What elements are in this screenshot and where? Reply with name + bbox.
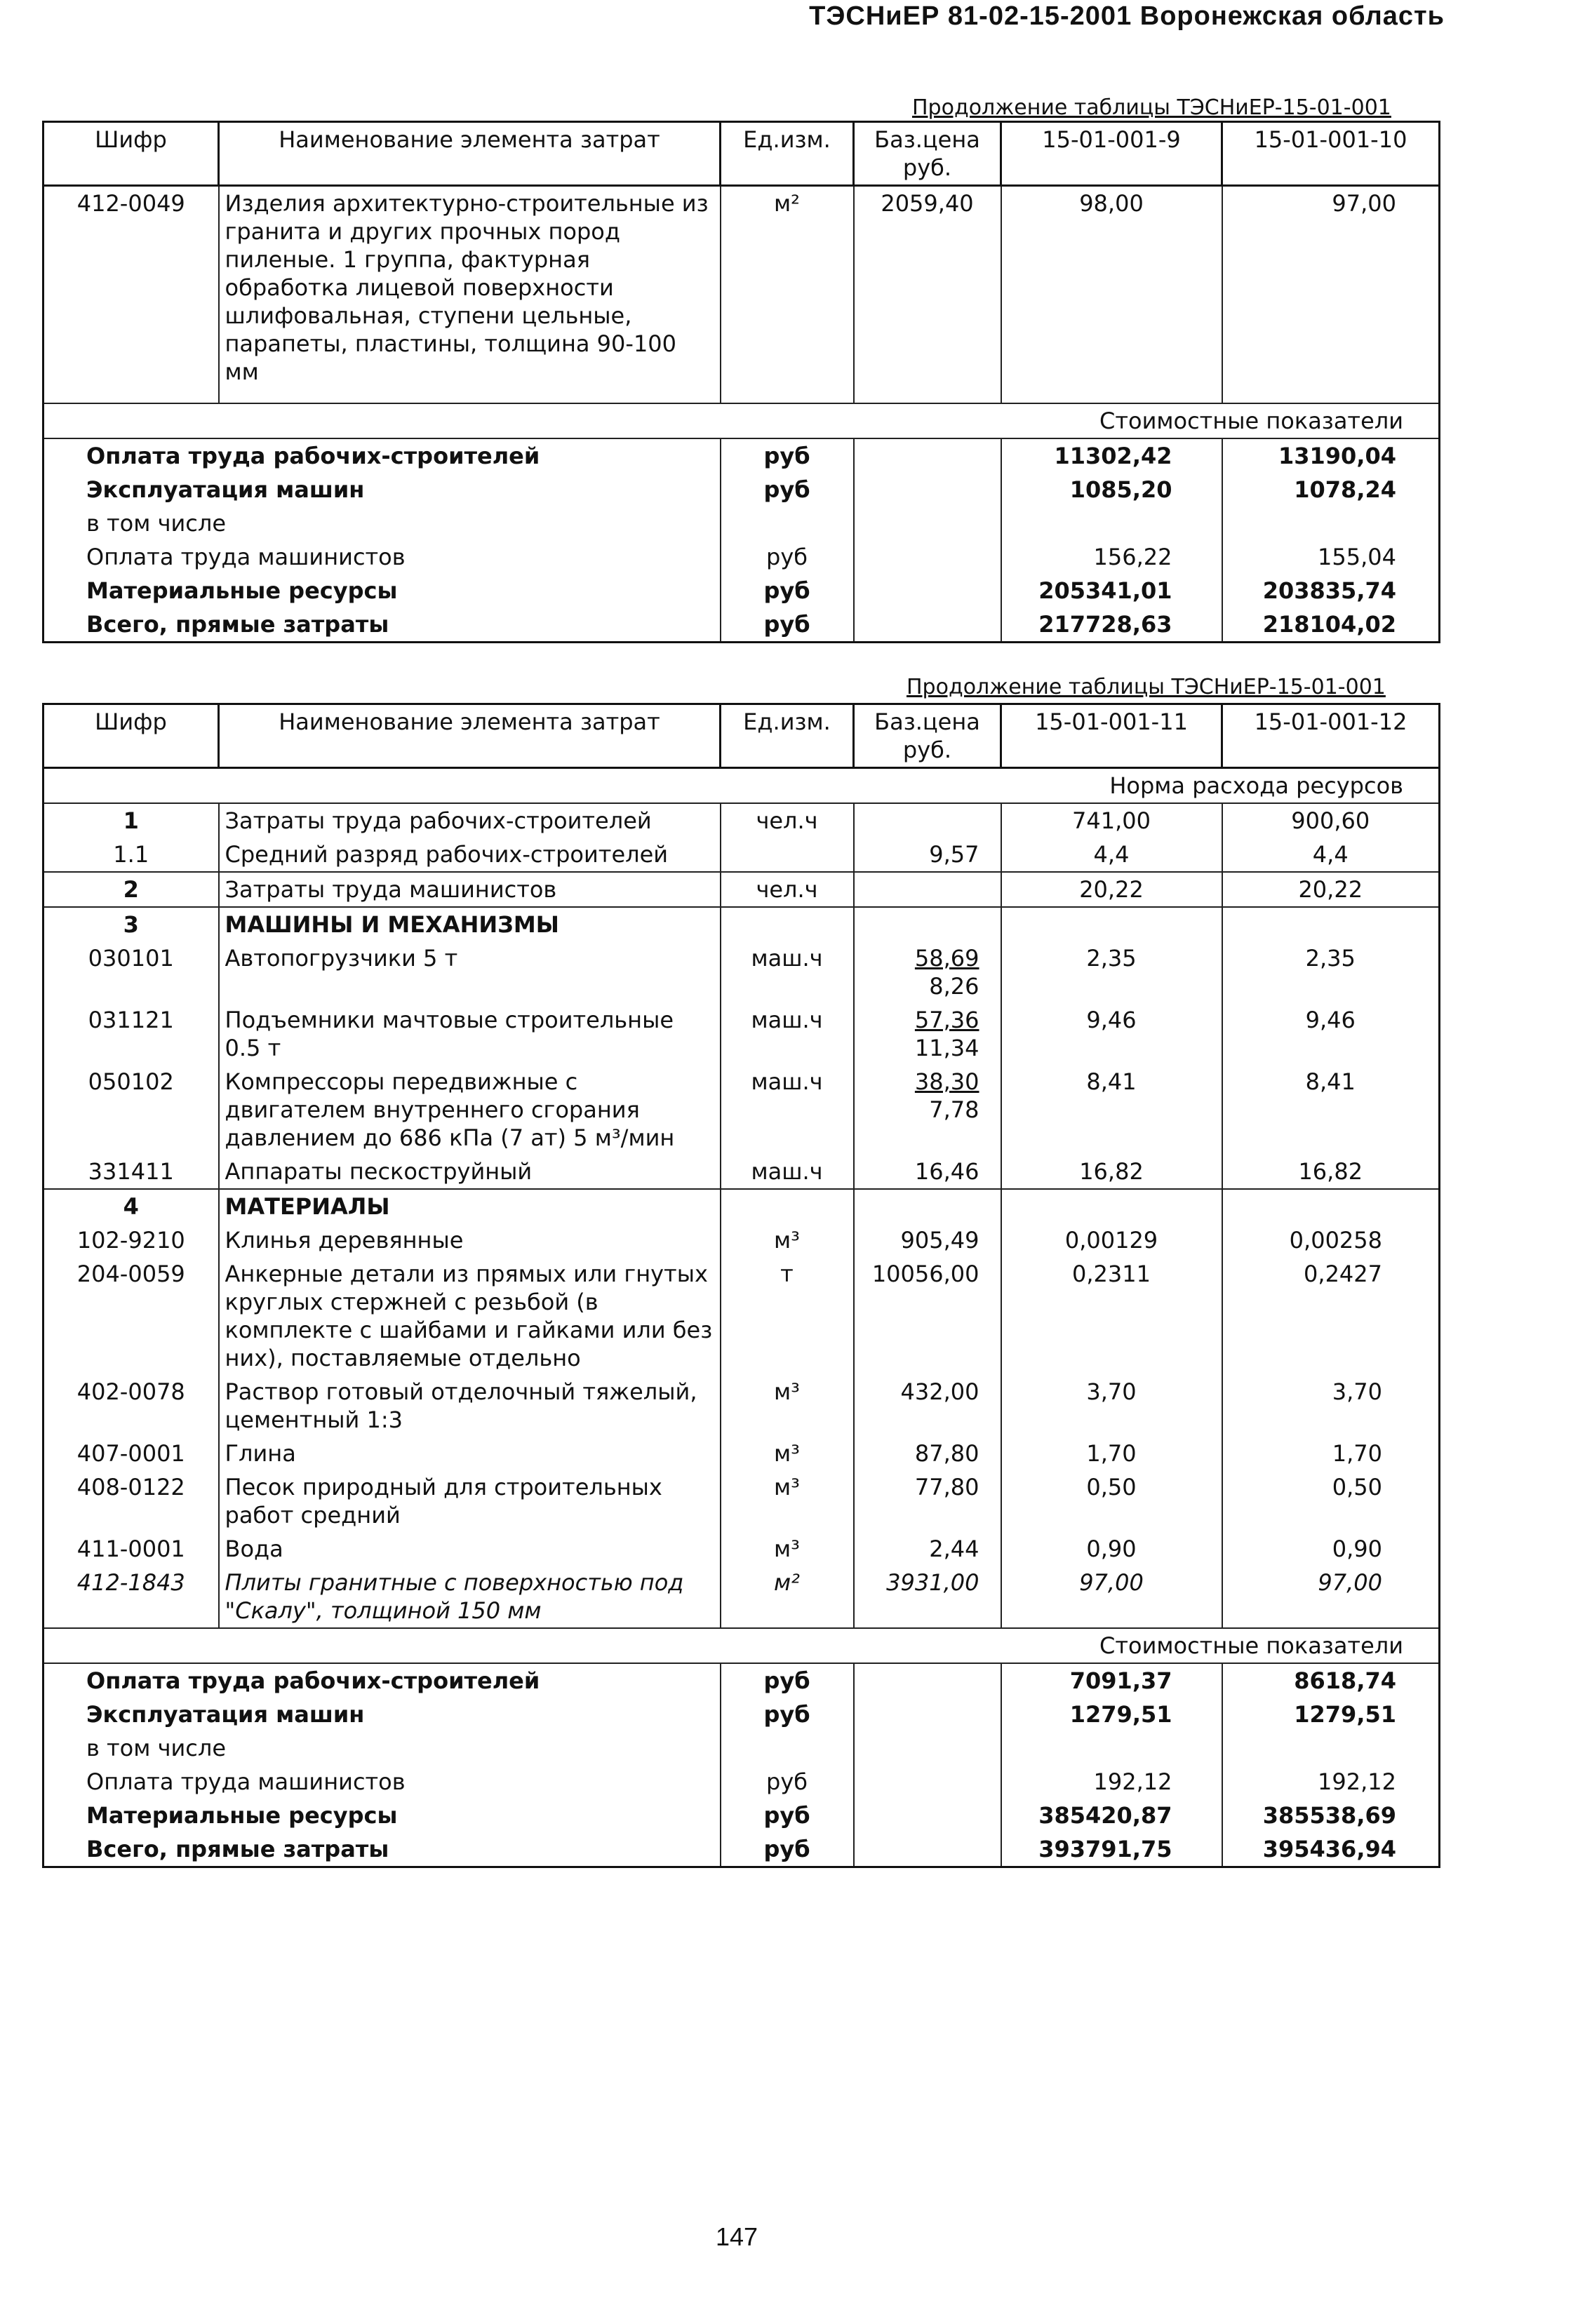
machine-row <box>44 1065 1440 1155</box>
header-col2: 15-01-001-10 <box>1222 122 1440 186</box>
machines-header-empty <box>1001 907 1222 941</box>
labor-row <box>44 803 1440 838</box>
material-unit: м³ <box>721 1532 854 1566</box>
cost-name: Материальные ресурсы <box>44 574 721 607</box>
machine-price <box>854 941 1001 1003</box>
machines-header <box>44 907 1440 941</box>
materials-header-empty <box>1222 1189 1440 1223</box>
norm-section-label: Норма расхода ресурсов <box>44 768 1440 804</box>
machine-row <box>44 941 1440 1003</box>
material-name: Изделия архитектурно-строительные из гранита и других прочных пород пиленые. 1 группа, фактурная обработка лицевой поверхности шлифовальная, ступени цельные, парапеты, пластины, толщина 90-100 мм <box>219 186 721 404</box>
header-code: Шифр <box>44 704 219 768</box>
machine-value-1: 2,35 <box>1001 941 1222 1003</box>
cost-value-1: 385420,87 <box>1001 1799 1222 1832</box>
materials-header-empty <box>721 1189 854 1223</box>
machine-name: Подъемники мачтовые строительные 0.5 т <box>219 1003 721 1065</box>
cost-value-1 <box>1001 1731 1222 1765</box>
document-header-title: ТЭСНиЕР 81-02-15-2001 Воронежская область <box>809 1 1445 31</box>
material-name: Песок природный для строительных работ средний <box>219 1470 721 1532</box>
cost-row <box>44 1832 1440 1867</box>
cost-value-2: 8618,74 <box>1222 1663 1440 1698</box>
material-value-2: 0,50 <box>1222 1470 1440 1532</box>
labor-code: 1.1 <box>44 838 219 872</box>
cost-value-1: 7091,37 <box>1001 1663 1222 1698</box>
machine-price-base: 58,69 <box>914 945 979 972</box>
material-code: 412-0049 <box>44 186 219 404</box>
materials-header-code: 4 <box>44 1189 219 1223</box>
material-name: Вода <box>219 1532 721 1566</box>
table1 <box>42 121 1440 643</box>
cost-value-1: 217728,63 <box>1001 607 1222 643</box>
material-value-2: 97,00 <box>1222 186 1440 404</box>
cost-price <box>854 1832 1001 1867</box>
machine-unit: маш.ч <box>721 1065 854 1155</box>
material-price: 77,80 <box>854 1470 1001 1532</box>
machines-header-empty <box>721 907 854 941</box>
material-name: Раствор готовый отделочный тяжелый, цементный 1:3 <box>219 1375 721 1437</box>
material-name: Глина <box>219 1437 721 1470</box>
material-value-1: 0,00129 <box>1001 1223 1222 1257</box>
cost-price <box>854 1663 1001 1698</box>
machine-price <box>854 1155 1001 1189</box>
machine-price <box>854 1003 1001 1065</box>
material-row <box>44 1375 1440 1437</box>
material-price: 905,49 <box>854 1223 1001 1257</box>
material-code: 204-0059 <box>44 1257 219 1375</box>
machine-name: Компрессоры передвижные с двигателем внутреннего сгорания давлением до 686 кПа (7 ат) 5 м³/мин <box>219 1065 721 1155</box>
labor-name: Затраты труда машинистов <box>219 872 721 907</box>
material-code: 402-0078 <box>44 1375 219 1437</box>
machine-value-2: 16,82 <box>1222 1155 1440 1189</box>
material-unit: м³ <box>721 1437 854 1470</box>
material-code: 411-0001 <box>44 1532 219 1566</box>
material-code: 408-0122 <box>44 1470 219 1532</box>
page-number: 147 <box>716 2222 758 2251</box>
material-row <box>44 1223 1440 1257</box>
cost-value-2: 385538,69 <box>1222 1799 1440 1832</box>
cost-value-2: 395436,94 <box>1222 1832 1440 1867</box>
cost-name: Всего, прямые затраты <box>44 1832 721 1867</box>
cost-unit: руб <box>721 1799 854 1832</box>
labor-value-1: 741,00 <box>1001 803 1222 838</box>
labor-price <box>854 803 1001 838</box>
cost-row <box>44 1663 1440 1698</box>
cost-name: Материальные ресурсы <box>44 1799 721 1832</box>
cost-row <box>44 473 1440 506</box>
material-name: Плиты гранитные с поверхностью под "Скалу", толщиной 150 мм <box>219 1566 721 1628</box>
machine-price-base: 57,36 <box>914 1007 979 1033</box>
cost-value-2: 1279,51 <box>1222 1698 1440 1731</box>
cost-unit: руб <box>721 574 854 607</box>
cost-value-2: 155,04 <box>1222 540 1440 574</box>
material-unit: м³ <box>721 1223 854 1257</box>
labor-name: Затраты труда рабочих-строителей <box>219 803 721 838</box>
material-value-1: 0,90 <box>1001 1532 1222 1566</box>
header-price: Баз.цена руб. <box>854 704 1001 768</box>
machine-code: 050102 <box>44 1065 219 1155</box>
material-value-1: 97,00 <box>1001 1566 1222 1628</box>
machine-price-base: 16,46 <box>914 1158 979 1185</box>
cost-value-2: 13190,04 <box>1222 438 1440 473</box>
material-unit: м³ <box>721 1375 854 1437</box>
machine-price-operator: 8,26 <box>929 973 979 1000</box>
header-col2: 15-01-001-12 <box>1222 704 1440 768</box>
machine-price <box>854 1065 1001 1155</box>
cost-unit <box>721 1731 854 1765</box>
material-value-1: 0,2311 <box>1001 1257 1222 1375</box>
header-name: Наименование элемента затрат <box>219 704 721 768</box>
cost-value-2 <box>1222 506 1440 540</box>
material-value-1: 1,70 <box>1001 1437 1222 1470</box>
material-value-2: 0,2427 <box>1222 1257 1440 1375</box>
cost-price <box>854 607 1001 643</box>
machine-unit: маш.ч <box>721 1155 854 1189</box>
header-name: Наименование элемента затрат <box>219 122 721 186</box>
cost-price <box>854 506 1001 540</box>
labor-row <box>44 872 1440 907</box>
header-col1: 15-01-001-11 <box>1001 704 1222 768</box>
cost-section <box>44 403 1440 438</box>
material-price: 10056,00 <box>854 1257 1001 1375</box>
cost-unit: руб <box>721 607 854 643</box>
cost-unit: руб <box>721 540 854 574</box>
labor-code: 1 <box>44 803 219 838</box>
material-price: 432,00 <box>854 1375 1001 1437</box>
material-row <box>44 1470 1440 1532</box>
labor-row <box>44 838 1440 872</box>
machine-value-1: 9,46 <box>1001 1003 1222 1065</box>
cost-row <box>44 1765 1440 1799</box>
material-name: Клинья деревянные <box>219 1223 721 1257</box>
cost-value-1: 1279,51 <box>1001 1698 1222 1731</box>
material-row <box>44 186 1440 404</box>
cost-row <box>44 1698 1440 1731</box>
material-unit: м² <box>721 186 854 404</box>
material-row <box>44 1437 1440 1470</box>
labor-value-2: 4,4 <box>1222 838 1440 872</box>
material-value-2: 0,90 <box>1222 1532 1440 1566</box>
cost-price <box>854 540 1001 574</box>
cost-unit: руб <box>721 1698 854 1731</box>
cost-unit: руб <box>721 1663 854 1698</box>
machines-header-empty <box>1222 907 1440 941</box>
machine-value-2: 9,46 <box>1222 1003 1440 1065</box>
machine-name: Автопогрузчики 5 т <box>219 941 721 1003</box>
cost-value-2: 192,12 <box>1222 1765 1440 1799</box>
material-unit: м² <box>721 1566 854 1628</box>
machine-code: 331411 <box>44 1155 219 1189</box>
cost-unit: руб <box>721 473 854 506</box>
machine-value-1: 8,41 <box>1001 1065 1222 1155</box>
material-row <box>44 1257 1440 1375</box>
cost-value-1: 205341,01 <box>1001 574 1222 607</box>
cost-section <box>44 1628 1440 1663</box>
machine-value-2: 8,41 <box>1222 1065 1440 1155</box>
machine-value-2: 2,35 <box>1222 941 1440 1003</box>
table2-caption: Продолжение таблицы ТЭСНиЕР-15-01-001 <box>907 675 1386 699</box>
cost-name: Оплата труда машинистов <box>44 540 721 574</box>
labor-value-2: 20,22 <box>1222 872 1440 907</box>
machine-unit: маш.ч <box>721 941 854 1003</box>
machines-header-empty <box>854 907 1001 941</box>
materials-header-empty <box>1001 1189 1222 1223</box>
labor-unit: чел.ч <box>721 803 854 838</box>
machine-code: 031121 <box>44 1003 219 1065</box>
header-col1: 15-01-001-9 <box>1001 122 1222 186</box>
machine-code: 030101 <box>44 941 219 1003</box>
material-unit: м³ <box>721 1470 854 1532</box>
cost-value-1: 393791,75 <box>1001 1832 1222 1867</box>
machine-value-1: 16,82 <box>1001 1155 1222 1189</box>
labor-value-1: 4,4 <box>1001 838 1222 872</box>
cost-row <box>44 607 1440 643</box>
cost-price <box>854 1698 1001 1731</box>
material-price: 87,80 <box>854 1437 1001 1470</box>
labor-code: 2 <box>44 872 219 907</box>
cost-price <box>854 1799 1001 1832</box>
cost-price <box>854 473 1001 506</box>
cost-row <box>44 1731 1440 1765</box>
header-code: Шифр <box>44 122 219 186</box>
cost-row <box>44 540 1440 574</box>
machine-row <box>44 1155 1440 1189</box>
cost-price <box>854 1731 1001 1765</box>
labor-unit <box>721 838 854 872</box>
header-unit: Ед.изм. <box>721 704 854 768</box>
cost-value-2: 1078,24 <box>1222 473 1440 506</box>
table-header-row <box>44 122 1440 186</box>
table-header-row <box>44 704 1440 768</box>
cost-section-label: Стоимостные показатели <box>44 403 1440 438</box>
material-code: 407-0001 <box>44 1437 219 1470</box>
machine-price-operator: 11,34 <box>914 1035 979 1061</box>
machine-name: Аппараты пескоструйный <box>219 1155 721 1189</box>
cost-price <box>854 1765 1001 1799</box>
material-row <box>44 1532 1440 1566</box>
cost-value-2: 203835,74 <box>1222 574 1440 607</box>
machine-row <box>44 1003 1440 1065</box>
cost-value-1: 156,22 <box>1001 540 1222 574</box>
cost-unit: руб <box>721 438 854 473</box>
cost-name: в том числе <box>44 1731 721 1765</box>
material-value-2: 97,00 <box>1222 1566 1440 1628</box>
materials-header-empty <box>854 1189 1001 1223</box>
cost-price <box>854 574 1001 607</box>
cost-name: Оплата труда рабочих-строителей <box>44 438 721 473</box>
material-row <box>44 1566 1440 1628</box>
cost-unit: руб <box>721 1765 854 1799</box>
materials-header <box>44 1189 1440 1223</box>
cost-name: Эксплуатация машин <box>44 473 721 506</box>
machine-unit: маш.ч <box>721 1003 854 1065</box>
material-value-2: 0,00258 <box>1222 1223 1440 1257</box>
material-price: 2,44 <box>854 1532 1001 1566</box>
materials-header-title: МАТЕРИАЛЫ <box>219 1189 721 1223</box>
material-price: 3931,00 <box>854 1566 1001 1628</box>
table1-caption: Продолжение таблицы ТЭСНиЕР-15-01-001 <box>912 95 1391 120</box>
labor-price <box>854 872 1001 907</box>
labor-value-1: 20,22 <box>1001 872 1222 907</box>
cost-row <box>44 1799 1440 1832</box>
material-price: 2059,40 <box>854 186 1001 404</box>
cost-value-1: 11302,42 <box>1001 438 1222 473</box>
cost-name: Оплата труда рабочих-строителей <box>44 1663 721 1698</box>
machines-header-title: МАШИНЫ И МЕХАНИЗМЫ <box>219 907 721 941</box>
material-name: Анкерные детали из прямых или гнутых круглых стержней с резьбой (в комплекте с шайбами и гайками или без них), поставляемые отдельно <box>219 1257 721 1375</box>
cost-unit <box>721 506 854 540</box>
header-unit: Ед.изм. <box>721 122 854 186</box>
cost-value-1: 1085,20 <box>1001 473 1222 506</box>
labor-unit: чел.ч <box>721 872 854 907</box>
cost-value-1 <box>1001 506 1222 540</box>
cost-value-2 <box>1222 1731 1440 1765</box>
material-value-1: 0,50 <box>1001 1470 1222 1532</box>
table2 <box>42 703 1440 1868</box>
norm-section <box>44 768 1440 804</box>
cost-row <box>44 574 1440 607</box>
header-price: Баз.цена руб. <box>854 122 1001 186</box>
material-value-1: 3,70 <box>1001 1375 1222 1437</box>
material-code: 102-9210 <box>44 1223 219 1257</box>
machine-price-operator: 7,78 <box>929 1096 979 1123</box>
cost-name: Всего, прямые затраты <box>44 607 721 643</box>
material-value-2: 1,70 <box>1222 1437 1440 1470</box>
labor-name: Средний разряд рабочих-строителей <box>219 838 721 872</box>
cost-row <box>44 506 1440 540</box>
cost-name: в том числе <box>44 506 721 540</box>
cost-name: Оплата труда машинистов <box>44 1765 721 1799</box>
machines-header-code: 3 <box>44 907 219 941</box>
cost-price <box>854 438 1001 473</box>
labor-price: 9,57 <box>854 838 1001 872</box>
cost-value-2: 218104,02 <box>1222 607 1440 643</box>
material-unit: т <box>721 1257 854 1375</box>
material-value-1: 98,00 <box>1001 186 1222 404</box>
material-value-2: 3,70 <box>1222 1375 1440 1437</box>
cost-value-1: 192,12 <box>1001 1765 1222 1799</box>
cost-unit: руб <box>721 1832 854 1867</box>
cost-row <box>44 438 1440 473</box>
material-code: 412-1843 <box>44 1566 219 1628</box>
labor-value-2: 900,60 <box>1222 803 1440 838</box>
machine-price-base: 38,30 <box>914 1068 979 1095</box>
cost-section-label: Стоимостные показатели <box>44 1628 1440 1663</box>
cost-name: Эксплуатация машин <box>44 1698 721 1731</box>
